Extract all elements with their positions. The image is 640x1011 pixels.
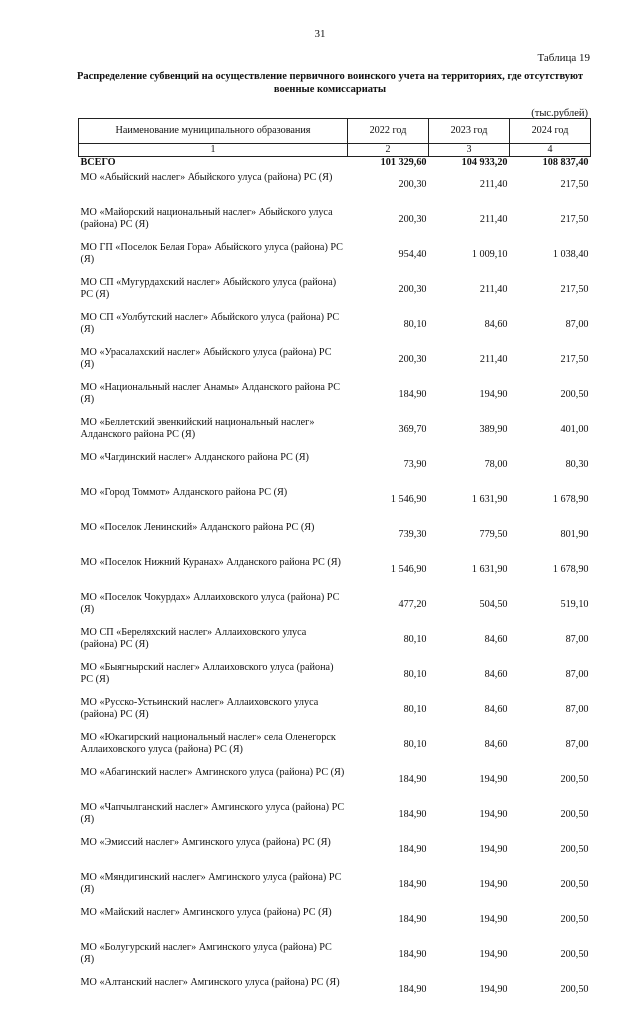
document-title: Распределение субвенций на осуществление первичного воинского учета на территориях, где отсутствуют военные комиссариаты bbox=[70, 70, 590, 96]
value-2022: 80,10 bbox=[348, 661, 429, 696]
value-2022: 1 546,90 bbox=[348, 556, 429, 591]
value-2023: 84,60 bbox=[429, 311, 510, 346]
table-row bbox=[79, 836, 591, 871]
municipality-name: МО ГП «Поселок Белая Гора» Абыйского улуса (района) РС (Я) bbox=[79, 241, 348, 276]
value-2024: 200,50 bbox=[510, 906, 591, 941]
value-2024: 1 678,90 bbox=[510, 556, 591, 591]
page-number: 31 bbox=[0, 28, 640, 40]
value-2022: 477,20 bbox=[348, 591, 429, 626]
value-2023: 194,90 bbox=[429, 941, 510, 976]
value-2022: 954,40 bbox=[348, 241, 429, 276]
value-2024: 200,50 bbox=[510, 836, 591, 871]
value-2022: 184,90 bbox=[348, 941, 429, 976]
units-label: (тыс.рублей) bbox=[531, 108, 588, 119]
value-2022: 369,70 bbox=[348, 416, 429, 451]
value-2024: 200,50 bbox=[510, 941, 591, 976]
value-2024: 217,50 bbox=[510, 276, 591, 311]
table-row bbox=[79, 206, 591, 241]
value-2022: 184,90 bbox=[348, 381, 429, 416]
value-2023: 211,40 bbox=[429, 171, 510, 206]
municipality-name: МО «Урасалахский наслег» Абыйского улуса (района) РС (Я) bbox=[79, 346, 348, 381]
table-row bbox=[79, 661, 591, 696]
value-2024: 1 038,40 bbox=[510, 241, 591, 276]
value-2022: 184,90 bbox=[348, 871, 429, 906]
table-row bbox=[79, 696, 591, 731]
value-2024: 200,50 bbox=[510, 871, 591, 906]
value-2022: 184,90 bbox=[348, 836, 429, 871]
value-2022: 184,90 bbox=[348, 906, 429, 941]
municipality-name: МО «Майский наслег» Амгинского улуса (района) РС (Я) bbox=[79, 906, 348, 941]
table-body bbox=[79, 157, 591, 1011]
value-2022: 184,90 bbox=[348, 976, 429, 1011]
value-2023: 194,90 bbox=[429, 976, 510, 1011]
value-2023: 84,60 bbox=[429, 626, 510, 661]
value-2023: 84,60 bbox=[429, 731, 510, 766]
municipality-name: МО «Поселок Чокурдах» Аллаиховского улуса (района) РС (Я) bbox=[79, 591, 348, 626]
table-row bbox=[79, 311, 591, 346]
value-2022: 184,90 bbox=[348, 801, 429, 836]
value-2023: 211,40 bbox=[429, 206, 510, 241]
value-2024: 217,50 bbox=[510, 206, 591, 241]
value-2024: 87,00 bbox=[510, 696, 591, 731]
total-row bbox=[79, 157, 591, 172]
municipality-name: МО «Быягнырский наслег» Аллаиховского улуса (района) РС (Я) bbox=[79, 661, 348, 696]
table-row bbox=[79, 906, 591, 941]
value-2022: 80,10 bbox=[348, 311, 429, 346]
value-2024: 87,00 bbox=[510, 311, 591, 346]
value-2023: 194,90 bbox=[429, 871, 510, 906]
value-2024: 200,50 bbox=[510, 976, 591, 1011]
value-2022: 200,30 bbox=[348, 346, 429, 381]
value-2023: 194,90 bbox=[429, 836, 510, 871]
value-2023: 84,60 bbox=[429, 696, 510, 731]
total-2022: 101 329,60 bbox=[348, 157, 429, 172]
value-2023: 1 009,10 bbox=[429, 241, 510, 276]
value-2024: 217,50 bbox=[510, 171, 591, 206]
value-2023: 194,90 bbox=[429, 801, 510, 836]
municipality-name: МО «Болугурский наслег» Амгинского улуса (района) РС (Я) bbox=[79, 941, 348, 976]
municipality-name: МО СП «Уолбутский наслег» Абыйского улуса (района) РС (Я) bbox=[79, 311, 348, 346]
header-2022: 2022 год bbox=[348, 119, 429, 144]
header-2023: 2023 год bbox=[429, 119, 510, 144]
municipality-name: МО «Майорский национальный наслег» Абыйского улуса (района) РС (Я) bbox=[79, 206, 348, 241]
value-2023: 194,90 bbox=[429, 906, 510, 941]
subsidies-table bbox=[78, 118, 591, 1011]
value-2024: 87,00 bbox=[510, 626, 591, 661]
value-2024: 401,00 bbox=[510, 416, 591, 451]
municipality-name: МО «Чапчылганский наслег» Амгинского улуса (района) РС (Я) bbox=[79, 801, 348, 836]
municipality-name: МО «Алтанский наслег» Амгинского улуса (района) РС (Я) bbox=[79, 976, 348, 1011]
header-2024: 2024 год bbox=[510, 119, 591, 144]
municipality-name: МО «Абагинский наслег» Амгинского улуса (района) РС (Я) bbox=[79, 766, 348, 801]
table-row bbox=[79, 346, 591, 381]
municipality-name: МО «Русско-Устьинский наслег» Аллаиховского улуса (района) РС (Я) bbox=[79, 696, 348, 731]
value-2022: 80,10 bbox=[348, 731, 429, 766]
value-2022: 80,10 bbox=[348, 626, 429, 661]
value-2022: 739,30 bbox=[348, 521, 429, 556]
table-row bbox=[79, 381, 591, 416]
municipality-name: МО СП «Мугурдахский наслег» Абыйского улуса (района) РС (Я) bbox=[79, 276, 348, 311]
header-name: Наименование муниципального образования bbox=[79, 119, 348, 144]
value-2023: 78,00 bbox=[429, 451, 510, 486]
municipality-name: МО «Абыйский наслег» Абыйского улуса (района) РС (Я) bbox=[79, 171, 348, 206]
table-row bbox=[79, 276, 591, 311]
total-2023: 104 933,20 bbox=[429, 157, 510, 172]
municipality-name: МО «Поселок Ленинский» Алданского района РС (Я) bbox=[79, 521, 348, 556]
value-2023: 84,60 bbox=[429, 661, 510, 696]
municipality-name: МО «Чагдинский наслег» Алданского района РС (Я) bbox=[79, 451, 348, 486]
value-2022: 1 546,90 bbox=[348, 486, 429, 521]
value-2022: 184,90 bbox=[348, 766, 429, 801]
value-2023: 194,90 bbox=[429, 381, 510, 416]
value-2024: 87,00 bbox=[510, 731, 591, 766]
value-2023: 211,40 bbox=[429, 276, 510, 311]
table-row bbox=[79, 766, 591, 801]
table-row bbox=[79, 416, 591, 451]
value-2024: 801,90 bbox=[510, 521, 591, 556]
table-row bbox=[79, 626, 591, 661]
value-2024: 519,10 bbox=[510, 591, 591, 626]
total-2024: 108 837,40 bbox=[510, 157, 591, 172]
value-2023: 211,40 bbox=[429, 346, 510, 381]
value-2022: 200,30 bbox=[348, 206, 429, 241]
header-row bbox=[79, 119, 591, 144]
table-row bbox=[79, 521, 591, 556]
total-label: ВСЕГО bbox=[79, 157, 348, 172]
municipality-name: МО «Юкагирский национальный наслег» села Оленегорск Аллаиховского улуса (района) РС (Я) bbox=[79, 731, 348, 766]
municipality-name: МО «Беллетский эвенкийский национальный наслег» Алданского района РС (Я) bbox=[79, 416, 348, 451]
municipality-name: МО СП «Береляхский наслег» Аллаиховского улуса (района) РС (Я) bbox=[79, 626, 348, 661]
municipality-name: МО «Поселок Нижний Куранах» Алданского района РС (Я) bbox=[79, 556, 348, 591]
table-row bbox=[79, 171, 591, 206]
column-number: 1 bbox=[79, 144, 348, 157]
column-number-row bbox=[79, 144, 591, 157]
table-row bbox=[79, 451, 591, 486]
value-2024: 1 678,90 bbox=[510, 486, 591, 521]
column-number: 4 bbox=[510, 144, 591, 157]
column-number: 2 bbox=[348, 144, 429, 157]
column-number: 3 bbox=[429, 144, 510, 157]
value-2024: 80,30 bbox=[510, 451, 591, 486]
table-row bbox=[79, 591, 591, 626]
value-2023: 1 631,90 bbox=[429, 486, 510, 521]
table-row bbox=[79, 941, 591, 976]
value-2022: 200,30 bbox=[348, 171, 429, 206]
municipality-name: МО «Город Томмот» Алданского района РС (Я) bbox=[79, 486, 348, 521]
table-row bbox=[79, 241, 591, 276]
value-2022: 80,10 bbox=[348, 696, 429, 731]
value-2023: 504,50 bbox=[429, 591, 510, 626]
value-2023: 779,50 bbox=[429, 521, 510, 556]
table-row bbox=[79, 486, 591, 521]
value-2023: 194,90 bbox=[429, 766, 510, 801]
table-row bbox=[79, 801, 591, 836]
value-2023: 1 631,90 bbox=[429, 556, 510, 591]
table-row bbox=[79, 556, 591, 591]
table-row bbox=[79, 976, 591, 1011]
value-2023: 389,90 bbox=[429, 416, 510, 451]
table-row bbox=[79, 871, 591, 906]
municipality-name: МО «Национальный наслег Анамы» Алданского района РС (Я) bbox=[79, 381, 348, 416]
value-2022: 73,90 bbox=[348, 451, 429, 486]
value-2024: 217,50 bbox=[510, 346, 591, 381]
value-2024: 87,00 bbox=[510, 661, 591, 696]
municipality-name: МО «Эмиссий наслег» Амгинского улуса (района) РС (Я) bbox=[79, 836, 348, 871]
value-2022: 200,30 bbox=[348, 276, 429, 311]
value-2024: 200,50 bbox=[510, 381, 591, 416]
value-2024: 200,50 bbox=[510, 766, 591, 801]
table-row bbox=[79, 731, 591, 766]
table-label: Таблица 19 bbox=[537, 52, 590, 64]
value-2024: 200,50 bbox=[510, 801, 591, 836]
municipality-name: МО «Мяндигинский наслег» Амгинского улуса (района) РС (Я) bbox=[79, 871, 348, 906]
